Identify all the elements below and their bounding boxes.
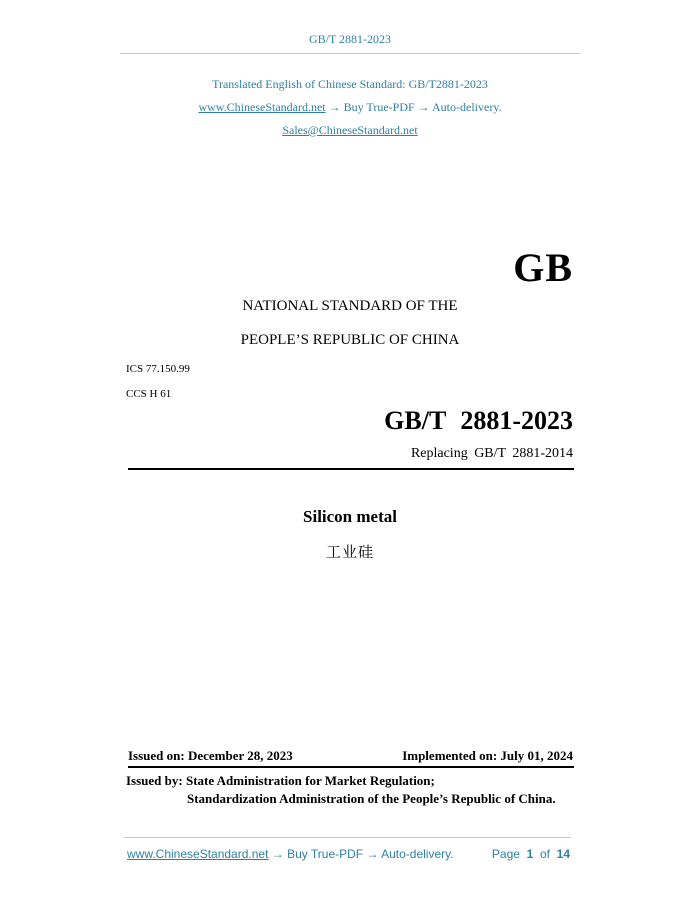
title-divider — [128, 468, 574, 470]
implemented-on-date: Implemented on: July 01, 2024 — [402, 748, 573, 763]
site-link[interactable]: www.ChineseStandard.net — [198, 100, 326, 114]
issued-by-line1: Issued by: State Administration for Market Regulation; — [126, 773, 435, 788]
header-divider — [120, 53, 580, 54]
promo-buy-text: → Buy True-PDF → Auto-delivery. — [325, 100, 502, 114]
issued-on-date: Issued on: December 28, 2023 — [128, 748, 293, 763]
gb-logo: GB — [513, 245, 573, 290]
promo-line-email — [0, 123, 700, 138]
dates-divider — [128, 766, 574, 768]
replacing-note: Replacing GB/T 2881-2014 — [410, 446, 573, 461]
promo-line-buy — [0, 100, 700, 115]
national-standard-line1: NATIONAL STANDARD OF THE — [242, 298, 458, 314]
page-current: 1 — [526, 847, 534, 861]
footer-divider — [124, 837, 571, 838]
ccs-code: CCS H 61 — [126, 388, 172, 400]
footer-promo — [127, 847, 454, 861]
title-english: Silicon metal — [303, 507, 397, 526]
running-header: GB/T 2881-2023 — [308, 32, 392, 46]
national-standard-line2: PEOPLE’S REPUBLIC OF CHINA — [240, 332, 460, 348]
page-of: of — [539, 847, 550, 861]
promo-line-translated: Translated English of Chinese Standard: GB/T2881-2023 — [212, 77, 488, 91]
email-link[interactable]: Sales@ChineseStandard.net — [282, 123, 418, 137]
title-chinese: 工业硅 — [325, 543, 374, 561]
ics-code: ICS 77.150.99 — [126, 363, 190, 375]
issued-by-line2: Standardization Administration of the People’s Republic of China. — [187, 791, 556, 806]
footer-buy-text: → Buy True-PDF → Auto-delivery. — [268, 847, 454, 861]
page-number — [492, 847, 570, 861]
footer-site-link[interactable]: www.ChineseStandard.net — [127, 847, 269, 861]
page-label: Page — [491, 847, 520, 861]
page-total: 14 — [556, 847, 570, 861]
standard-code: GB/T 2881-2023 — [384, 406, 573, 435]
